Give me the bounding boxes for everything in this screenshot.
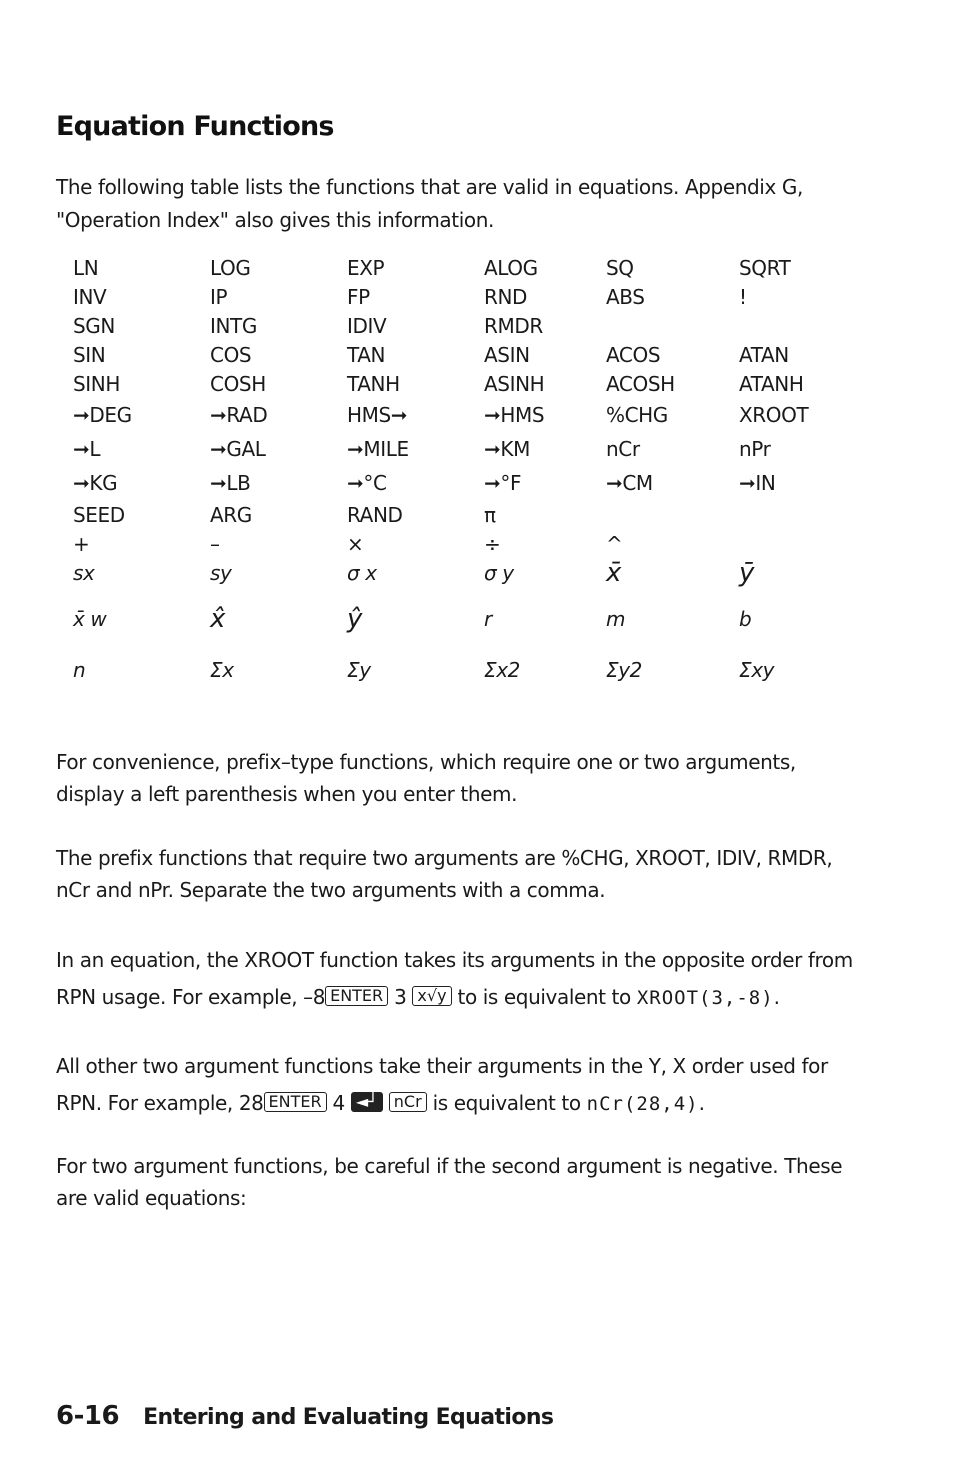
ncr-paragraph (56, 1048, 856, 1123)
table-cell: IP (210, 284, 228, 309)
section-heading: Equation Functions (56, 111, 334, 142)
table-cell: ŷ (347, 604, 362, 634)
table-cell: ➞KM (484, 437, 530, 461)
table-cell: nCr (606, 437, 640, 461)
ncr-key: nCr (389, 1092, 427, 1112)
table-row (73, 398, 849, 432)
table-cell: sx (73, 561, 95, 585)
table-cell: SQRT (739, 255, 791, 280)
table-cell: π (484, 502, 496, 527)
table-cell: ATAN (739, 342, 789, 367)
table-cell: – (210, 531, 220, 556)
xroot-display-text: XROOT(3,-8) (636, 987, 774, 1009)
table-cell: COSH (210, 371, 266, 396)
xroot-equivalent-text: to is equivalent to (457, 985, 631, 1009)
page-number: 6-16 (56, 1401, 120, 1431)
table-row (73, 500, 849, 529)
table-cell (606, 311, 739, 340)
table-cell: b (739, 607, 752, 631)
table-cell: ACOS (606, 342, 661, 367)
table-cell: ➞L (73, 437, 101, 461)
table-cell: COS (210, 342, 252, 367)
page-footer (56, 1401, 553, 1431)
enter-key: ENTER (325, 986, 388, 1006)
table-cell: ȳ (739, 558, 754, 588)
table-cell: TANH (347, 371, 400, 396)
ncr-text: All other two argument functions take their arguments in the Y, X order used for (56, 1054, 828, 1078)
table-cell: sy (210, 561, 232, 585)
table-cell (739, 311, 849, 340)
table-cell: ALOG (484, 255, 538, 280)
table-cell: HMS➞ (347, 403, 408, 427)
table-cell: ➞GAL (210, 437, 266, 461)
table-cell (739, 529, 849, 558)
table-cell: ! (739, 284, 747, 309)
table-cell: Σy2 (606, 658, 642, 682)
intro-paragraph: The following table lists the functions that are valid in equations. Appendix G, "Operation Index" also gives this information. (56, 175, 803, 232)
ncr-display-text: nCr(28,4) (586, 1093, 699, 1115)
table-cell: Σy (347, 658, 371, 682)
table-cell: Σx (210, 658, 234, 682)
equation-functions-table (73, 253, 849, 690)
table-cell: ABS (606, 284, 645, 309)
table-row (73, 588, 849, 650)
table-cell: ➞°F (484, 471, 522, 495)
table-cell: ➞HMS (484, 403, 545, 427)
table-row (73, 340, 849, 369)
table-cell: Σx2 (484, 658, 520, 682)
table-cell: EXP (347, 255, 385, 280)
table-cell: SQ (606, 255, 634, 280)
table-cell: FP (347, 284, 370, 309)
table-cell: IDIV (347, 313, 387, 338)
table-cell: x̂ (210, 604, 225, 634)
two-argument-paragraph: The prefix functions that require two arguments are %CHG, XROOT, IDIV, RMDR, nCr and nPr. Separate the two arguments with a comma. (56, 846, 833, 902)
table-cell: LOG (210, 255, 251, 280)
table-cell: SEED (73, 502, 125, 527)
table-row (73, 432, 849, 466)
table-cell: ACOSH (606, 371, 675, 396)
table-cell: r (484, 607, 492, 631)
ncr-example-number: 4 (332, 1091, 345, 1115)
table-cell: ➞°C (347, 471, 387, 495)
table-cell: ARG (210, 502, 252, 527)
table-cell: INV (73, 284, 107, 309)
table-cell: SGN (73, 313, 115, 338)
table-cell: ➞DEG (73, 403, 132, 427)
ncr-equivalent-text: is equivalent to (432, 1091, 581, 1115)
xroot-key: x√y (412, 986, 451, 1006)
ncr-period: . (698, 1091, 705, 1115)
table-cell: ➞RAD (210, 403, 268, 427)
table-cell: RAND (347, 502, 403, 527)
table-row (73, 650, 849, 690)
table-cell: x̄ (606, 558, 621, 588)
table-cell: σ x (347, 561, 377, 585)
table-cell: TAN (347, 342, 386, 367)
table-cell: ASINH (484, 371, 545, 396)
xroot-period: . (773, 985, 780, 1009)
negative-argument-paragraph: For two argument functions, be careful if the second argument is negative. These are valid equations: (56, 1154, 843, 1210)
left-shift-key: ◄┘ (351, 1092, 383, 1112)
table-cell: %CHG (606, 403, 668, 427)
table-row (73, 369, 849, 398)
table-cell: ➞KG (73, 471, 118, 495)
table-cell: σ y (484, 561, 514, 585)
enter-key: ENTER (264, 1092, 327, 1112)
table-cell: nPr (739, 437, 771, 461)
table-row (73, 466, 849, 500)
table-cell: × (347, 531, 364, 556)
table-cell: Σxy (739, 658, 775, 682)
xroot-paragraph (56, 942, 856, 1017)
table-cell: ➞IN (739, 471, 776, 495)
table-cell: n (73, 658, 86, 682)
ncr-example-text: RPN. For example, 28 (56, 1091, 264, 1115)
chapter-title: Entering and Evaluating Equations (143, 1405, 554, 1430)
xroot-example-text: RPN usage. For example, –8 (56, 985, 326, 1009)
table-row (73, 529, 849, 558)
table-cell: XROOT (739, 403, 809, 427)
table-row (73, 253, 849, 282)
table-row (73, 282, 849, 311)
table-cell: INTG (210, 313, 257, 338)
table-cell: ➞CM (606, 471, 653, 495)
table-cell: ATANH (739, 371, 804, 396)
table-cell: SIN (73, 342, 106, 367)
table-cell: ASIN (484, 342, 530, 367)
table-cell: ^ (606, 531, 623, 556)
table-cell: ➞LB (210, 471, 251, 495)
table-cell: m (606, 607, 626, 631)
table-cell: LN (73, 255, 99, 280)
table-cell (606, 500, 739, 529)
xroot-example-number: 3 (394, 985, 407, 1009)
prefix-functions-paragraph: For convenience, prefix–type functions, which require one or two arguments, display a left parenthesis when you enter them. (56, 750, 796, 806)
table-cell: ➞MILE (347, 437, 409, 461)
table-cell: x̄ w (73, 607, 107, 631)
table-cell: ÷ (484, 531, 501, 556)
xroot-text: In an equation, the XROOT function takes its arguments in the opposite order from (56, 948, 853, 972)
table-cell: SINH (73, 371, 120, 396)
table-cell (739, 500, 849, 529)
table-row (73, 311, 849, 340)
table-row (73, 558, 849, 588)
table-cell: RMDR (484, 313, 543, 338)
table-cell: + (73, 531, 90, 556)
table-cell: RND (484, 284, 528, 309)
